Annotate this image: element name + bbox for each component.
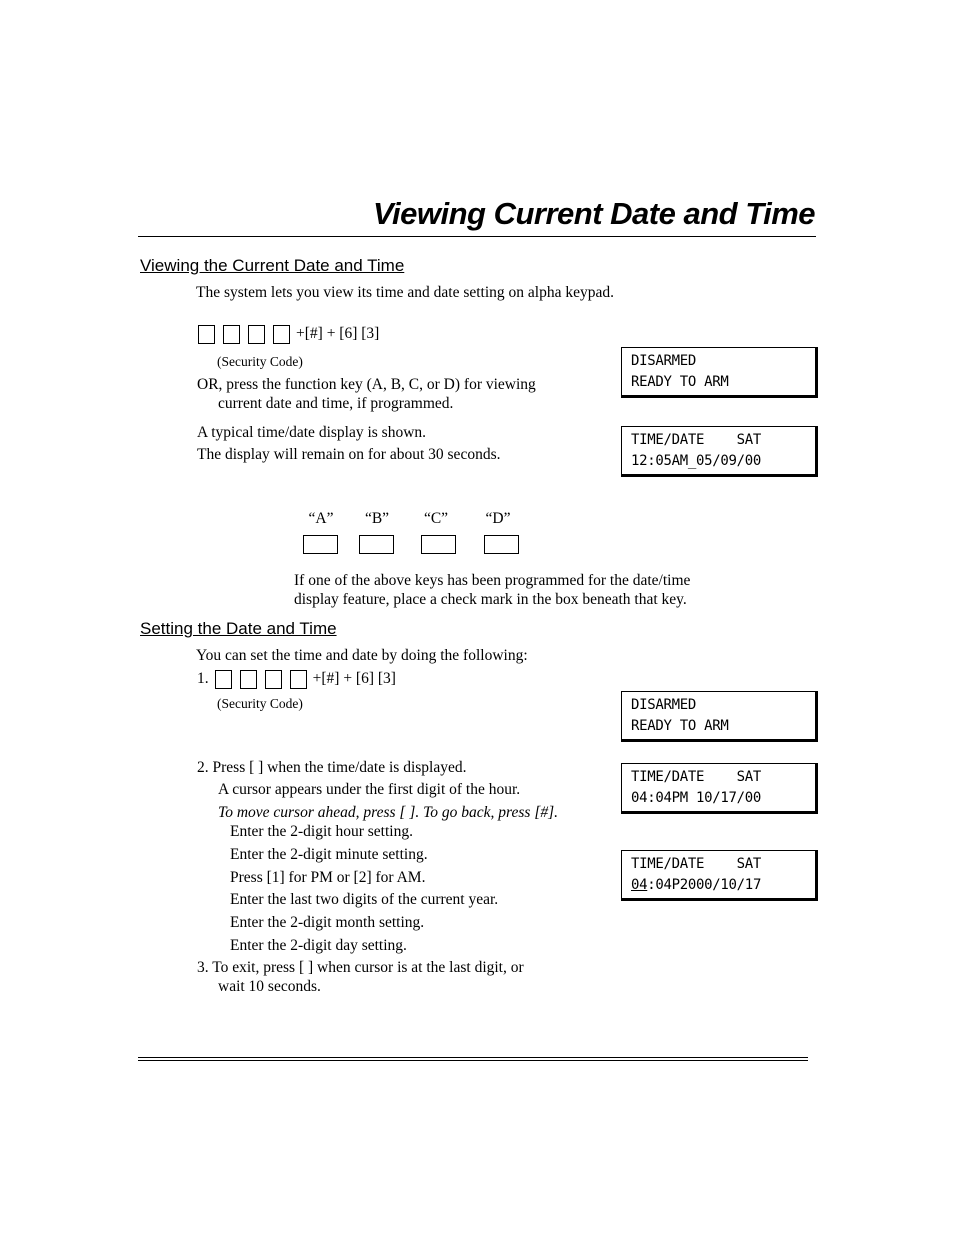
step1-number: 1. [197,670,209,688]
step3-line-2: wait 10 seconds. [218,978,321,995]
lcd-line-2-rest: :04P2000/10/17 [647,877,762,893]
step1-sequence: +[#] + [6] [3] [312,670,396,688]
display-remain-line: The display will remain on for about 30 seconds. [197,446,501,463]
code-digit-box [223,325,240,344]
lcd-display-disarmed [621,347,818,398]
security-code-label-2: (Security Code) [217,696,303,711]
lcd-line-2 [631,875,815,896]
function-key-d-label: “D” [485,510,511,527]
lcd-line-1: TIME/DATE SAT [631,432,762,448]
function-key-d-checkbox[interactable] [484,535,519,554]
lcd-line-2: READY TO ARM [631,374,729,390]
lcd-line-2: 12:05AM_05/09/00 [631,453,762,469]
lcd-line-2: 04:04PM 10/17/00 [631,790,762,806]
or-line-1: OR, press the function key (A, B, C, or D) for viewing [197,376,536,393]
section-heading-setting: Setting the Date and Time [140,619,337,638]
fkey-note-line-2: display feature, place a check mark in the box beneath that key. [294,591,687,608]
footer-rule-2 [138,1060,808,1061]
function-key-c-label: “C” [423,510,449,527]
function-key-a-checkbox[interactable] [303,535,338,554]
lcd-line-1: TIME/DATE SAT [631,856,762,872]
code-digit-box [215,670,232,689]
footer-rule-1 [138,1057,808,1058]
lcd-line-1: DISARMED [631,697,697,713]
code-digit-box [290,670,307,689]
lcd-line-1: TIME/DATE SAT [631,769,762,785]
security-code-label: (Security Code) [217,354,303,369]
step1-keys [197,670,396,689]
code-digit-box [265,670,282,689]
function-key-a-label: “A” [308,510,334,527]
step2-line-2: A cursor appears under the first digit of the hour. [218,781,521,798]
substep-hour: Enter the 2-digit hour setting. [230,823,413,840]
function-key-c-checkbox[interactable] [421,535,456,554]
page-title: Viewing Current Date and Time [373,196,815,231]
substep-year: Enter the last two digits of the current year. [230,891,499,908]
typical-display-line: A typical time/date display is shown. [197,424,427,441]
lcd-display-time-date [621,426,818,477]
lcd-line-2: READY TO ARM [631,718,729,734]
substep-month: Enter the 2-digit month setting. [230,914,425,931]
lcd-line-1: DISARMED [631,353,697,369]
section-heading-viewing: Viewing the Current Date and Time [140,256,405,275]
step2-line-1: 2. Press [ ] when the time/date is displayed. [197,759,467,776]
code-digit-box [198,325,215,344]
function-key-b-checkbox[interactable] [359,535,394,554]
key-sequence: +[#] + [6] [3] [296,325,380,343]
lcd-display-time-date-edit [621,850,818,901]
substep-minute: Enter the 2-digit minute setting. [230,846,428,863]
lcd-cursor-digits: 04 [631,877,648,893]
code-digit-box [248,325,265,344]
code-digit-box [273,325,290,344]
substep-day: Enter the 2-digit day setting. [230,937,407,954]
or-line-2: current date and time, if programmed. [218,395,454,412]
lcd-display-time-date-2 [621,763,818,814]
step2-cursor-note: To move cursor ahead, press [ ]. To go back, press [#]. [218,804,559,821]
function-key-b-label: “B” [364,510,390,527]
fkey-note-line-1: If one of the above keys has been programmed for the date/time [294,572,691,589]
lcd-display-disarmed-2 [621,691,818,742]
section2-intro: You can set the time and date by doing the following: [196,647,528,664]
step3-line-1: 3. To exit, press [ ] when cursor is at the last digit, or [197,959,524,976]
section1-intro: The system lets you view its time and date setting on alpha keypad. [196,284,614,301]
substep-am-pm: Press [1] for PM or [2] for AM. [230,869,426,886]
code-digit-box [240,670,257,689]
title-rule [138,236,816,237]
security-code-keys [198,325,379,344]
